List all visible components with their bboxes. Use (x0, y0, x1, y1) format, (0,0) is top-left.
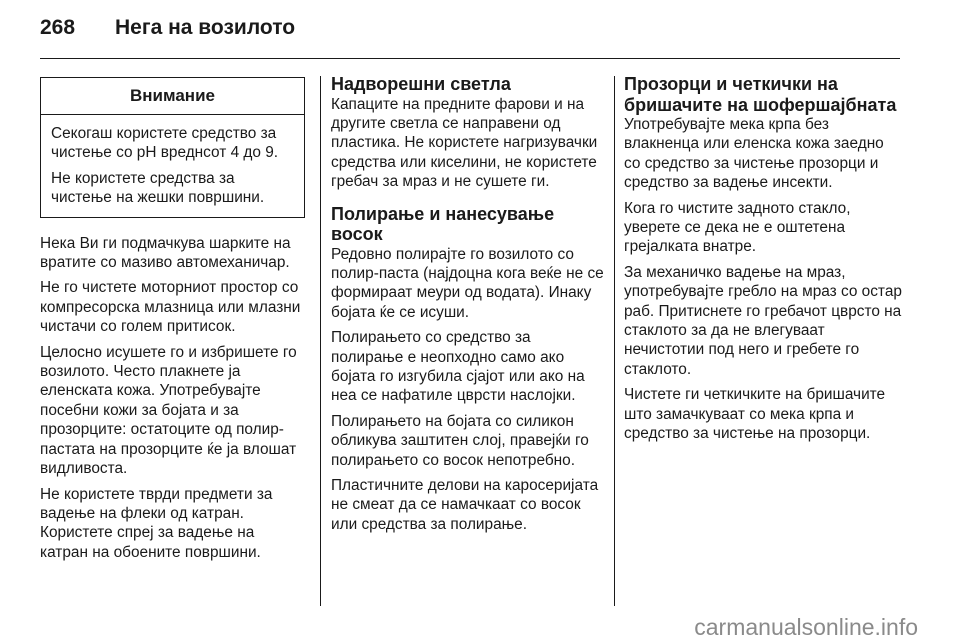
section-heading-polishing: Полирање и нанесување восок (331, 203, 555, 245)
header-rule (40, 58, 900, 59)
body-paragraph: Чистете ги четкичките на бришачите што замачкуваат со мека крпа и средство за чистење на прозорци. (624, 386, 886, 443)
body-paragraph: Капаците на предните фарови и на другите светла се направени од пластика. Не користете нагризувачки средства или киселини, не користете гребач за мраз и не сушете ги. (331, 95, 598, 191)
body-paragraph: Не користете тврди предмети за вадење на флеки од катран. Користете спреј за вадење на катран на обоените површини. (40, 485, 273, 561)
warning-paragraph: Не користете средства за чистење на жешки површини. (51, 169, 265, 207)
section-heading-exterior-lights: Надворешни светла (331, 74, 511, 94)
body-paragraph: За механичко вадење на мраз, употребувајте гребло на мраз со остар раб. Притиснете го гребачот цврсто на стаклото за да не влегуваат нечистотии под него и гребете го стаклото. (624, 263, 902, 378)
column-3 (624, 74, 904, 450)
column-divider-1 (320, 76, 321, 606)
section-heading-windows: Прозорци и четкички на бришачите на шофершајбната (624, 74, 897, 115)
warning-body (41, 115, 304, 217)
body-paragraph: Кога го чистите задното стакло, уверете се дека не е оштетена грејалката внатре. (624, 199, 851, 256)
body-paragraph: Нека Ви ги подмачкува шарките на вратите со мазиво автомеханичар. (40, 234, 291, 272)
column-1 (40, 74, 305, 568)
column-2 (331, 74, 606, 540)
body-paragraph: Не го чистете моторниот простор со компресорска млазница или млазни чистачи со голем притисок. (40, 279, 301, 336)
body-paragraph: Употребувајте мека крпа без влакненца или еленска кожа заедно со средство за чистење прозорци и средство за вадење инсекти. (624, 116, 884, 192)
warning-title: Внимание (41, 78, 304, 115)
page-number: 268 (40, 16, 76, 39)
warning-box (40, 77, 305, 218)
column-divider-2 (614, 76, 615, 606)
body-paragraph: Редовно полирајте го возилото со полир-паста (најдоцна кога веќе не се формираат меури од водата). Инаку бојата ќе се исуши. (331, 245, 604, 321)
watermark: carmanualsonline.info (694, 614, 918, 640)
page-title: Нега на возилото (115, 16, 296, 39)
body-paragraph: Полирањето на бојата со силикон обликува заштитен слој, правејќи го полирањето со восок непотребно. (331, 412, 589, 469)
body-paragraph: Целосно исушете го и избришете го возилото. Често плакнете ја еленската кожа. Употребувајте посебни кожи за бојата и за прозорците: остатоците од полир-пастата на прозорците ќе ја влошат видливоста. (40, 343, 297, 478)
body-paragraph: Полирањето со средство за полирање е неопходно само ако бојата го изгубила сјајот или ако на неа се нафатиле цврсти наслојки. (331, 329, 585, 405)
body-paragraph: Пластичните делови на каросеријата не смеат да се намачкаат со восок или средства за полирање. (331, 477, 599, 533)
warning-paragraph: Секогаш користете средство за чистење со pH вреднсот 4 до 9. (51, 125, 279, 162)
